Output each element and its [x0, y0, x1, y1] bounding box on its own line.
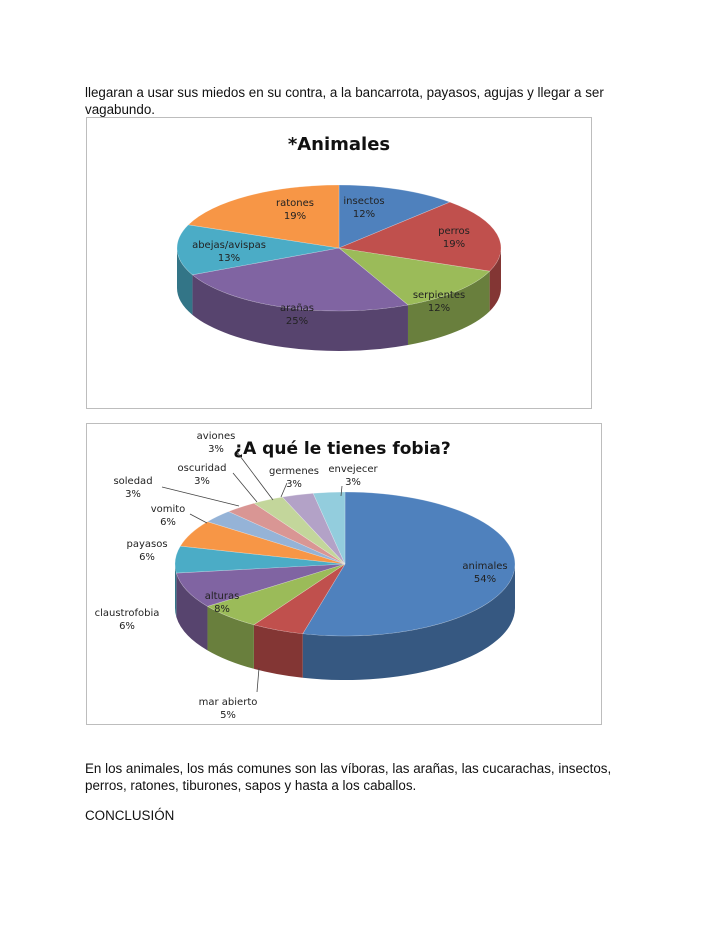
data-value-envejecer: 3%: [345, 477, 361, 488]
data-label-vomito: vomito: [150, 504, 186, 515]
data-label-animales: animales: [462, 561, 508, 572]
paragraph-animals: En los animales, los más comunes son las víboras, las arañas, las cucarachas, insectos, perros, ratones, tiburones, sapos y hasta a los caballos.: [85, 761, 612, 793]
data-value-insectos: 12%: [352, 209, 376, 220]
leader-line-oscuridad: [233, 473, 257, 502]
leader-line-aviones: [237, 452, 273, 500]
data-value-serpientes: 12%: [427, 303, 451, 314]
data-value-mar-abierto: 5%: [220, 710, 236, 721]
animales-pie-chart: [86, 117, 592, 409]
data-value-ara-as: 25%: [285, 316, 309, 327]
data-label-soledad: soledad: [113, 476, 153, 487]
data-value-claustrofobia: 6%: [119, 621, 135, 632]
data-value-germenes: 3%: [286, 479, 302, 490]
data-label-mar-abierto: mar abierto: [198, 697, 258, 708]
data-value-oscuridad: 3%: [194, 476, 210, 487]
data-value-alturas: 8%: [214, 604, 230, 615]
data-label-ratones: ratones: [276, 198, 314, 209]
data-label-insectos: insectos: [343, 196, 385, 207]
data-label-serpientes: serpientes: [412, 290, 466, 301]
fobia-pie-chart: [86, 423, 602, 725]
data-value-ratones: 19%: [283, 211, 307, 222]
data-label-perros: perros: [438, 226, 470, 237]
leader-line-mar-abierto: [257, 668, 259, 692]
data-value-perros: 19%: [442, 239, 466, 250]
data-label-abejas-avispas: abejas/avispas: [192, 240, 266, 251]
data-value-payasos: 6%: [139, 552, 155, 563]
conclusion-heading: CONCLUSIÓN: [85, 808, 175, 823]
data-label-envejecer: envejecer: [328, 464, 378, 475]
data-label-payasos: payasos: [126, 539, 168, 550]
data-label-alturas: alturas: [204, 591, 240, 602]
paragraph-intro: llegaran a usar sus miedos en su contra, a la bancarrota, payasos, agujas y llegar a ser vagabundo.: [85, 85, 604, 117]
data-label-oscuridad: oscuridad: [177, 463, 227, 474]
animales-pie-svg: [87, 118, 591, 408]
chart-title: *Animales: [287, 134, 391, 155]
data-label-aviones: aviones: [196, 431, 236, 442]
fobia-pie-svg: [87, 424, 601, 724]
data-value-soledad: 3%: [125, 489, 141, 500]
data-label-claustrofobia: claustrofobia: [94, 608, 160, 619]
data-value-animales: 54%: [473, 574, 497, 585]
data-value-aviones: 3%: [208, 444, 224, 455]
chart-title: ¿A qué le tienes fobia?: [233, 439, 451, 459]
data-label-ara-as: arañas: [279, 303, 315, 314]
data-value-vomito: 6%: [160, 517, 176, 528]
leader-line-vomito: [190, 514, 207, 523]
data-label-germenes: germenes: [268, 466, 320, 477]
data-value-abejas-avispas: 13%: [217, 253, 241, 264]
